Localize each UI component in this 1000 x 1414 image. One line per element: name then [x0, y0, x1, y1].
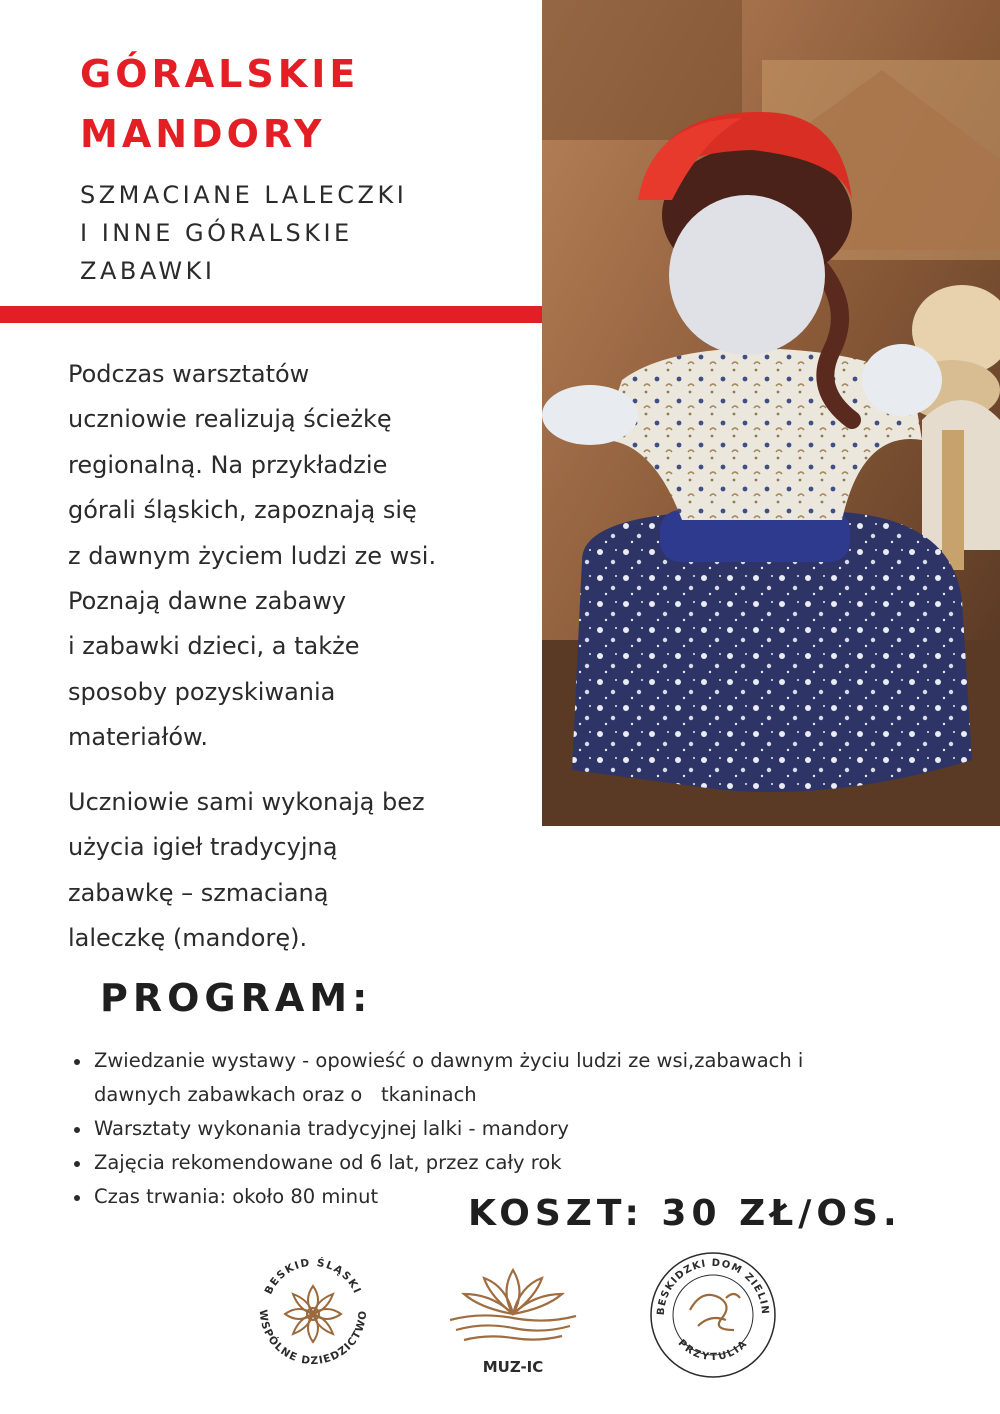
price-label: KOSZT: 30 ZŁ/OS. [468, 1193, 902, 1234]
paragraph-line: uczniowie realizują ścieżkę [68, 405, 392, 434]
list-item-line: Zwiedzanie wystawy - opowieść o dawnym życiu ludzi ze wsi,zabawach i [94, 1049, 804, 1072]
description-paragraph-2 [68, 780, 538, 962]
paragraph-line: zabawkę – szmacianą [68, 878, 329, 907]
subtitle-line-3: ZABAWKI [80, 257, 216, 285]
subtitle-line-2: I INNE GÓRALSKIE [80, 219, 353, 247]
title-line-1: GÓRALSKIE [80, 52, 360, 96]
svg-text:PRZYTULIA: PRZYTULIA [675, 1337, 751, 1364]
subtitle-line-1: SZMACIANE LALECZKI [80, 181, 408, 209]
paragraph-line: górali śląskich, zapoznają się [68, 496, 417, 525]
rag-doll-photo [542, 0, 1000, 826]
program-heading: PROGRAM: [100, 976, 373, 1020]
beskid-slaski-logo [246, 1244, 380, 1378]
title-line-2: MANDORY [80, 112, 326, 156]
paragraph-line: i zabawki dzieci, a także [68, 632, 360, 661]
list-item [72, 1112, 952, 1146]
paragraph-line: regionalną. Na przykładzie [68, 450, 388, 479]
list-item [72, 1044, 952, 1112]
list-item-line: Warsztaty wykonania tradycyjnej lalki - mandory [94, 1117, 569, 1140]
paragraph-line: laleczkę (mandorę). [68, 924, 308, 953]
list-item-line: Zajęcia rekomendowane od 6 lat, przez cały rok [94, 1151, 562, 1174]
paragraph-line: użycia igieł tradycyjną [68, 833, 338, 862]
svg-text:WSPÓLNE DZIEDZICTWO: WSPÓLNE DZIEDZICTWO [256, 1309, 370, 1368]
list-item [72, 1146, 952, 1180]
paragraph-line: materiałów. [68, 723, 209, 752]
subtitle [80, 176, 520, 290]
list-item-line: dawnych zabawkach oraz o tkaninach [94, 1083, 477, 1106]
svg-text:BESKID ŚLĄSKI: BESKID ŚLĄSKI [262, 1256, 364, 1297]
paragraph-line: Uczniowie sami wykonają bez [68, 788, 425, 816]
list-item-line: Czas trwania: około 80 minut [94, 1185, 379, 1208]
paragraph-line: z dawnym życiem ludzi ze wsi. [68, 541, 437, 570]
red-divider-bar [0, 306, 542, 323]
muz-ic-logo [440, 1256, 586, 1380]
muz-ic-logo-label: MUZ-IC [482, 1358, 544, 1376]
description-paragraph-1 [68, 352, 538, 761]
paragraph-line: Podczas warsztatów [68, 360, 310, 388]
svg-text:BESKIDZKI DOM ZIELIN: BESKIDZKI DOM ZIELIN [655, 1257, 771, 1316]
page-title [80, 44, 520, 164]
paragraph-line: sposoby pozyskiwania [68, 677, 336, 706]
beskidzki-dom-zielin-logo [646, 1248, 780, 1382]
paragraph-line: Poznają dawne zabawy [68, 587, 347, 616]
